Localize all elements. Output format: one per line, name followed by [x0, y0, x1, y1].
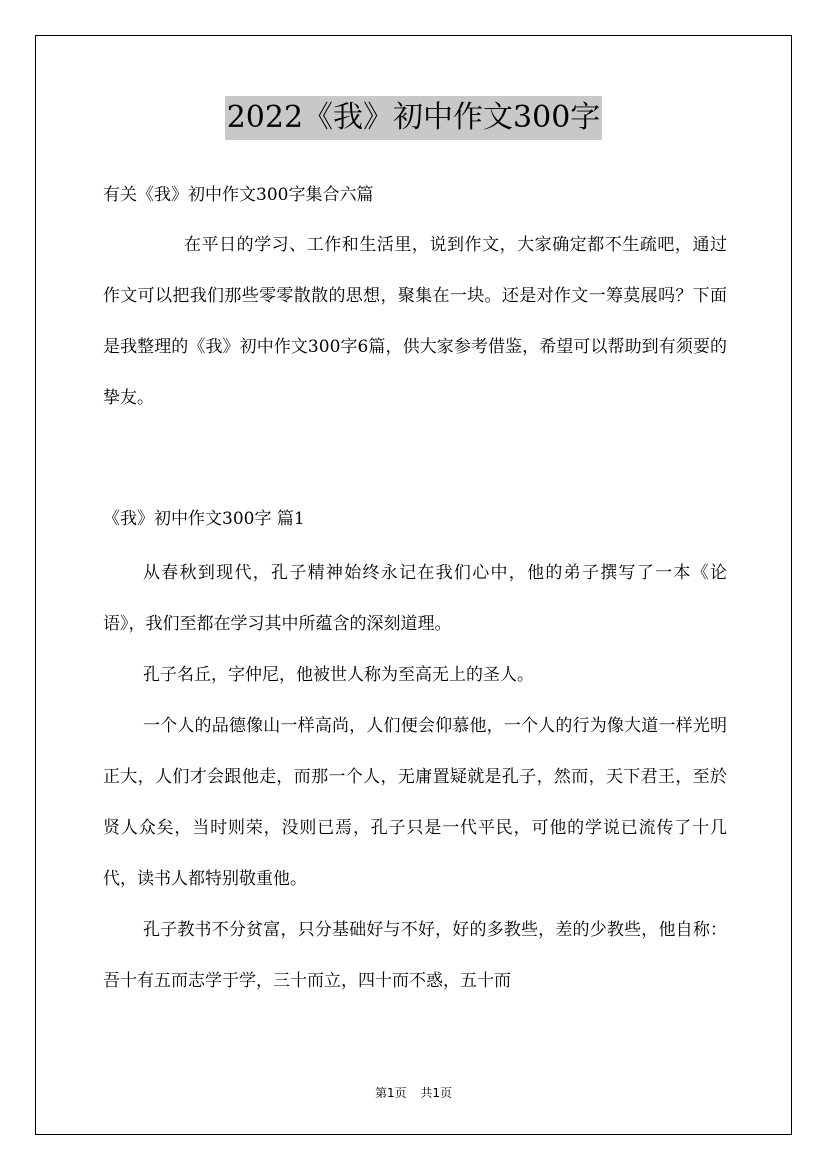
page-number: 第1页 — [374, 1086, 407, 1100]
document-subtitle: 有关《我》初中作文300字集合六篇 — [103, 185, 374, 205]
section-heading: 《我》初中作文300字 篇1 — [103, 509, 305, 529]
intro-section — [103, 220, 727, 424]
document-title-container — [0, 96, 827, 140]
body-paragraph: 一个人的品德像山一样高尚，人们便会仰慕他，一个人的行为像大道一样光明正大，人们才会跟他走，而那一个人，无庸置疑就是孔子，然而，天下君王，至於贤人众矣，当时则荣，没则已焉，孔子只是一代平民，可他的学说已流传了十几代，读书人都特别敬重他。 — [103, 716, 727, 889]
total-pages: 共1页 — [420, 1086, 453, 1100]
essay-body — [103, 548, 727, 1007]
intro-paragraph: 在平日的学习、工作和生活里，说到作文，大家确定都不生疏吧，通过作文可以把我们那些零零散散的思想，聚集在一块。还是对作文一筹莫展吗？下面是我整理的《我》初中作文300字6篇，供大家参考借鉴，希望可以帮助到有须要的挚友。 — [103, 235, 727, 408]
body-paragraph: 孔子教书不分贫富，只分基础好与不好，好的多教些，差的少教些，他自称：吾十有五而志学于学，三十而立，四十而不惑，五十而 — [103, 920, 727, 991]
body-paragraph: 从春秋到现代，孔子精神始终永记在我们心中，他的弟子撰写了一本《论语》，我们至都在学习其中所蕴含的深刻道理。 — [103, 563, 727, 634]
page-footer — [0, 1084, 827, 1101]
body-paragraph: 孔子名丘，字仲尼，他被世人称为至高无上的圣人。 — [143, 665, 534, 685]
document-title: 2022《我》初中作文300字 — [225, 96, 603, 140]
